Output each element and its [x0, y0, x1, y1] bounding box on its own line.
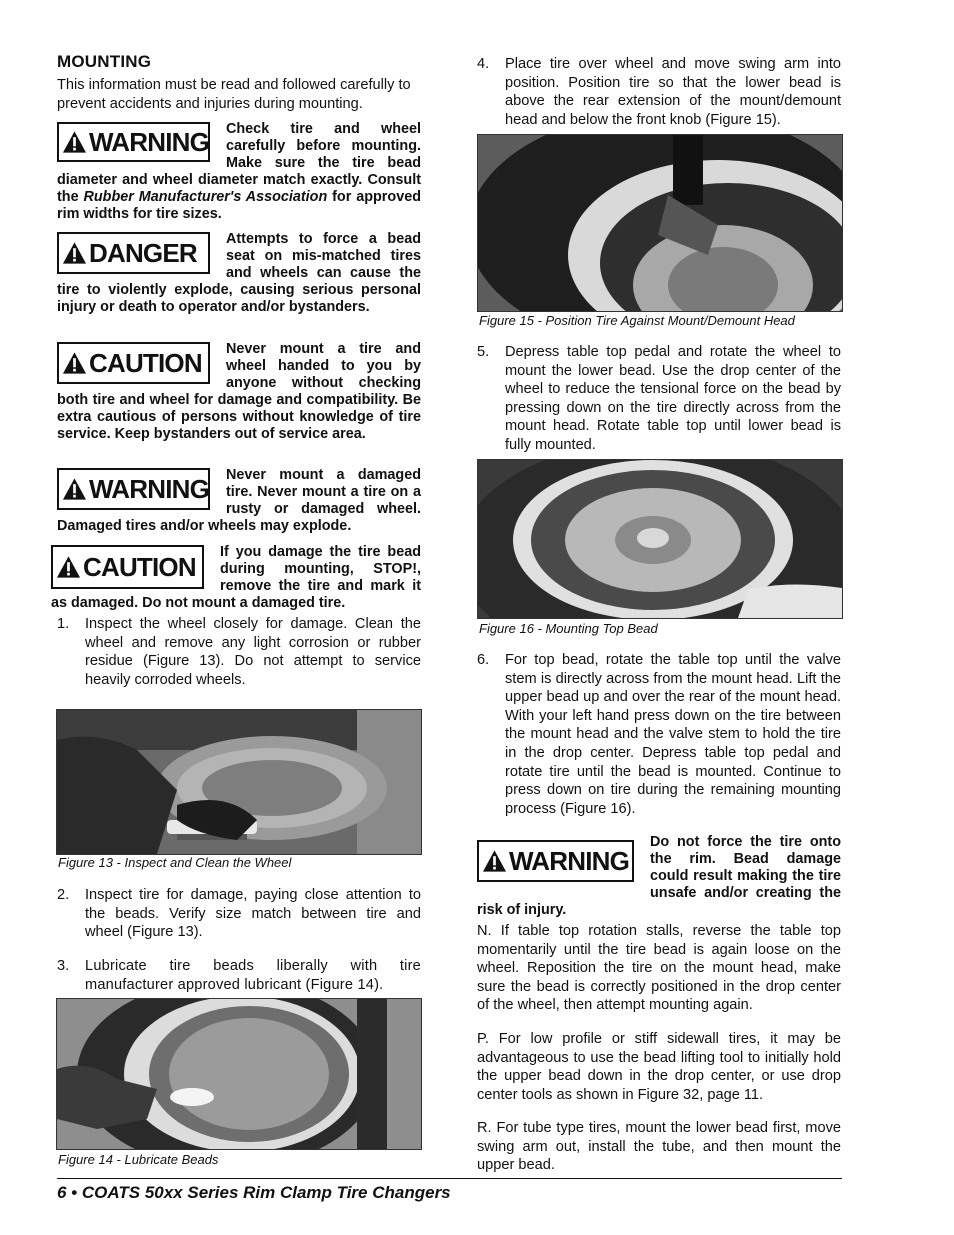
step-5: 5. Depress table top pedal and rotate the wheel to mount the lower bead. Use the drop center of the wheel to reduce the tensional force on the bead by pressing down on the tire directly across from the mount head. Rotate table top until lower bead is fully mounted. — [477, 344, 841, 453]
figure-15-caption: Figure 15 - Position Tire Against Mount/Demount Head — [479, 313, 795, 328]
note-n: N. If table top rotation stalls, reverse the table top momentarily until the tire bead is again loose on the wheel. Reposition the tire on the mount head, make sure the bead is correctly positioned in the drop center of the wheel, then attempt mounting again. — [477, 923, 841, 1014]
warning-triangle-icon — [62, 351, 87, 375]
caution-alert-check: CAUTION Never mount a tire and wheel handed to you by anyone without checking both tire and wheel for damage and compatibility. Be extra cautious of persons without knowledge of tire service. Keep bystanders out of service area. — [57, 341, 421, 442]
danger-alert-mismatch: DANGER Attempts to force a bead seat on mis-matched tires and wheels can cause the tire to violently explode, causing serious personal injury or death to operator and/or bystanders. — [57, 231, 421, 315]
figure-13-caption: Figure 13 - Inspect and Clean the Wheel — [58, 855, 292, 870]
warning-triangle-icon — [62, 241, 87, 265]
step-4: 4. Place tire over wheel and move swing arm into position. Position tire so that the lower bead is above the rear extension of the mount/demount head and below the front knob (Figure 15). — [477, 56, 841, 128]
warning-alert-rim-match: WARNING Check tire and wheel carefully before mounting. Make sure the tire bead diameter and wheel diameter match exactly. Consult the Rubber Manufacturer's Association for approved rim widths for tire sizes. — [57, 121, 421, 222]
step-6: 6. For top bead, rotate the table top until the valve stem is directly across from the mount head. Lift the upper bead up and over the rear of the mount head. With your left hand press down on the tire between the mount head and the valve stem to hold the tire in the drop center. Depress table top pedal and rotate tire until the bead is mounted. Continue to press down on tire during the remaining mounting process (Figure 16). — [477, 652, 841, 817]
caution-alert-stop: CAUTION If you damage the tire bead during mounting, STOP!, remove the tire and mark it as damaged. Do not mount a damaged tire. — [51, 544, 421, 611]
figure-14-photo — [56, 998, 422, 1150]
left-column — [57, 52, 421, 113]
section-title: MOUNTING — [57, 52, 152, 71]
intro-paragraph: This information must be read and followed carefully to prevent accidents and injuries during mounting. — [57, 77, 411, 112]
page-footer: 6 • COATS 50xx Series Rim Clamp Tire Changers — [57, 1183, 451, 1202]
danger-badge: DANGER — [57, 232, 210, 274]
warning-badge: WARNING — [57, 468, 210, 510]
caution-badge: CAUTION — [57, 342, 210, 384]
step-3: 3. Lubricate tire beads liberally with tire manufacturer approved lubricant (Figure 14). — [57, 958, 421, 993]
warning-alert-damaged: WARNING Never mount a damaged tire. Never mount a tire on a rusty or damaged wheel. Damaged tires and/or wheels may explode. — [57, 467, 421, 534]
warning-triangle-icon — [56, 555, 81, 579]
warning-triangle-icon — [62, 130, 87, 154]
caution-badge: CAUTION — [51, 545, 204, 589]
figure-16-caption: Figure 16 - Mounting Top Bead — [479, 621, 658, 636]
step-2: 2. Inspect tire for damage, paying close attention to the beads. Verify size match between tire and wheel (Figure 13). — [57, 887, 421, 941]
step-1: 1. Inspect the wheel closely for damage. Clean the wheel and remove any light corrosion or rubber residue (Figure 13). Do not attempt to service heavily corroded wheels. — [57, 616, 421, 688]
warning-badge: WARNING — [477, 840, 634, 882]
warning-triangle-icon — [62, 477, 87, 501]
warning-triangle-icon — [482, 849, 507, 873]
warning-badge: WARNING — [57, 122, 210, 162]
warning-alert-force: WARNING Do not force the tire onto the rim. Bead damage could result making the tire unsafe and/or creating the risk of injury. — [477, 834, 841, 918]
note-r: R. For tube type tires, mount the lower bead first, move swing arm out, install the tube, and then mount the upper bead. — [477, 1120, 841, 1174]
figure-15-photo — [477, 134, 843, 312]
figure-16-photo — [477, 459, 843, 619]
figure-14-caption: Figure 14 - Lubricate Beads — [58, 1152, 219, 1167]
note-p: P. For low profile or stiff sidewall tires, it may be advantageous to use the bead lifting tool to initially hold the upper bead down in the drop center, or use drop center tools as shown in Figure 32, page 11. — [477, 1031, 841, 1103]
footer-rule — [57, 1178, 842, 1179]
figure-13-photo — [56, 709, 422, 855]
